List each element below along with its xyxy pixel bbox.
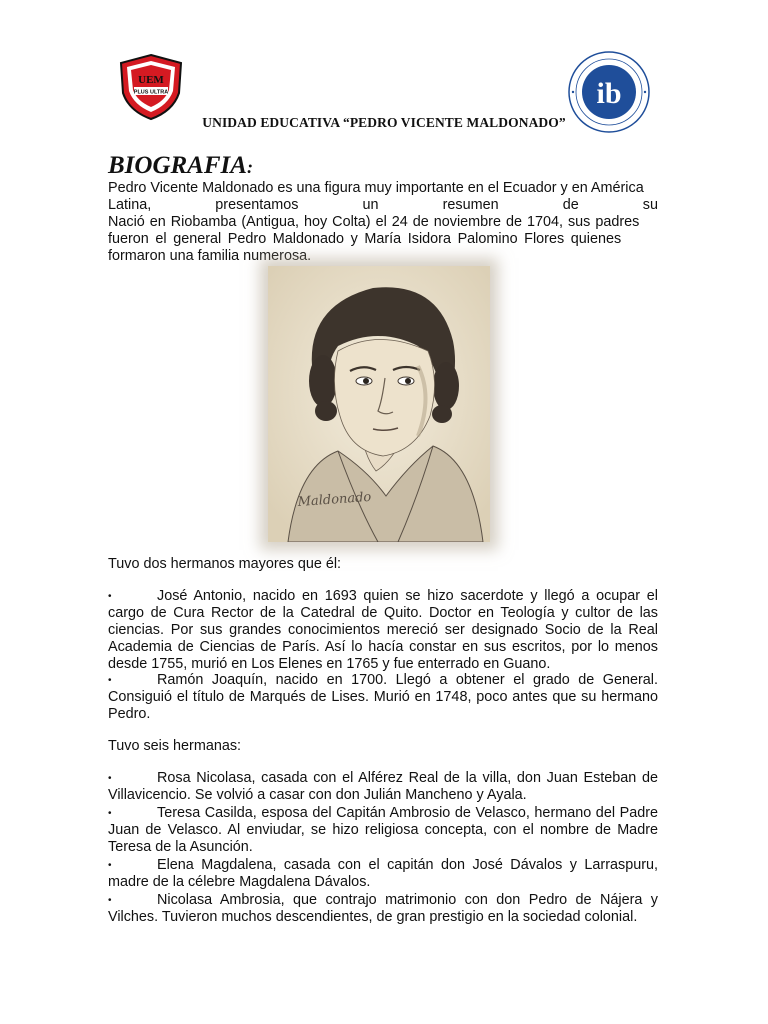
intro-word: resumen (442, 197, 499, 213)
brother-item-2-text: Ramón Joaquín, nacido en 1700. Llegó a obtener el grado de General. Consiguió el título de Marqués de Lises. Murió en 1748, poco antes que su hermano Pedro. (108, 672, 658, 722)
uem-logo (117, 53, 185, 121)
bullet-icon: • (108, 860, 112, 871)
intro-line-5: formaron una familia numerosa. (108, 248, 312, 264)
heading-text: BIOGRAFIA (108, 152, 247, 179)
heading-colon: : (246, 157, 253, 177)
uem-logo-text: UEM (138, 74, 164, 86)
intro-line-1: Pedro Vicente Maldonado es una figura muy importante en el Ecuador y en América (108, 180, 644, 196)
brother-item-1-text: José Antonio, nacido en 1693 quien se hizo sacerdote y llegó a ocupar el cargo de Cura Rector de la Catedral de Quito. Doctor en Teología y cultor de las ciencias. Por sus grandes conocimientos mereció ser designado Socio de la Real Academia de Ciencias de París. Así lo hacía constar en sus escritos, por lo menos desde 1755, murió en Los Elenes en 1765 y fue enterrado en Guano. (108, 588, 658, 672)
sister-item-4 (108, 892, 658, 926)
brother-item-1 (108, 588, 658, 673)
bullet-icon: • (108, 675, 112, 686)
bullet-icon: • (108, 591, 112, 602)
ib-logo-mark: ib (596, 77, 622, 110)
brother-item-2 (108, 672, 658, 723)
brothers-intro: Tuvo dos hermanos mayores que él: (108, 556, 342, 572)
sister-item-2-text: Teresa Casilda, esposa del Capitán Ambrosio de Velasco, hermano del Padre Juan de Velasco. Al enviudar, se hizo religiosa concepta, con el nombre de Madre Teresa de la Asunción. (108, 805, 658, 855)
intro-paragraph (108, 180, 658, 265)
intro-word: presentamos (215, 197, 299, 213)
page-heading (108, 152, 253, 180)
sisters-intro: Tuvo seis hermanas: (108, 738, 242, 754)
intro-word: un (362, 197, 379, 213)
intro-line-3 (108, 214, 658, 231)
uem-logo-motto: PLUS ULTRA (133, 89, 169, 96)
school-title: UNIDAD EDUCATIVA “PEDRO VICENTE MALDONADO” (202, 115, 566, 130)
sister-item-2 (108, 805, 658, 856)
bullet-icon: • (108, 895, 112, 906)
intro-line-4: fueron el general Pedro Maldonado y María Isidora Palomino Flores quienes (108, 231, 622, 247)
portrait-drawing (268, 266, 490, 542)
sister-item-4-text: Nicolasa Ambrosia, que contrajo matrimonio con don Pedro de Nájera y Vilches. Tuvieron muchos descendientes, de gran prestigio en la sociedad colonial. (108, 892, 658, 925)
intro-word: su (642, 197, 658, 213)
intro-line-3-text: Nació en Riobamba (Antigua, hoy Colta) el 24 de noviembre de 1704, sus padres (108, 214, 640, 230)
intro-word: de (562, 197, 579, 213)
portrait-signature: Maldonado (297, 489, 372, 510)
bullet-icon: • (108, 773, 112, 784)
intro-word: Latina, (108, 197, 152, 213)
sister-item-1 (108, 770, 658, 804)
portrait-image (268, 266, 490, 542)
sister-item-3 (108, 857, 658, 891)
sister-item-1-text: Rosa Nicolasa, casada con el Alférez Real de la villa, don Juan Esteban de Villavicencio. Se volvió a casar con don Julián Mancheno y Ayala. (108, 770, 658, 803)
intro-line-2 (108, 197, 658, 214)
bullet-icon: • (108, 808, 112, 819)
sister-item-3-text: Elena Magdalena, casada con el capitán don José Dávalos y Larraspuru, madre de la célebre Magdalena Dávalos. (108, 857, 658, 890)
